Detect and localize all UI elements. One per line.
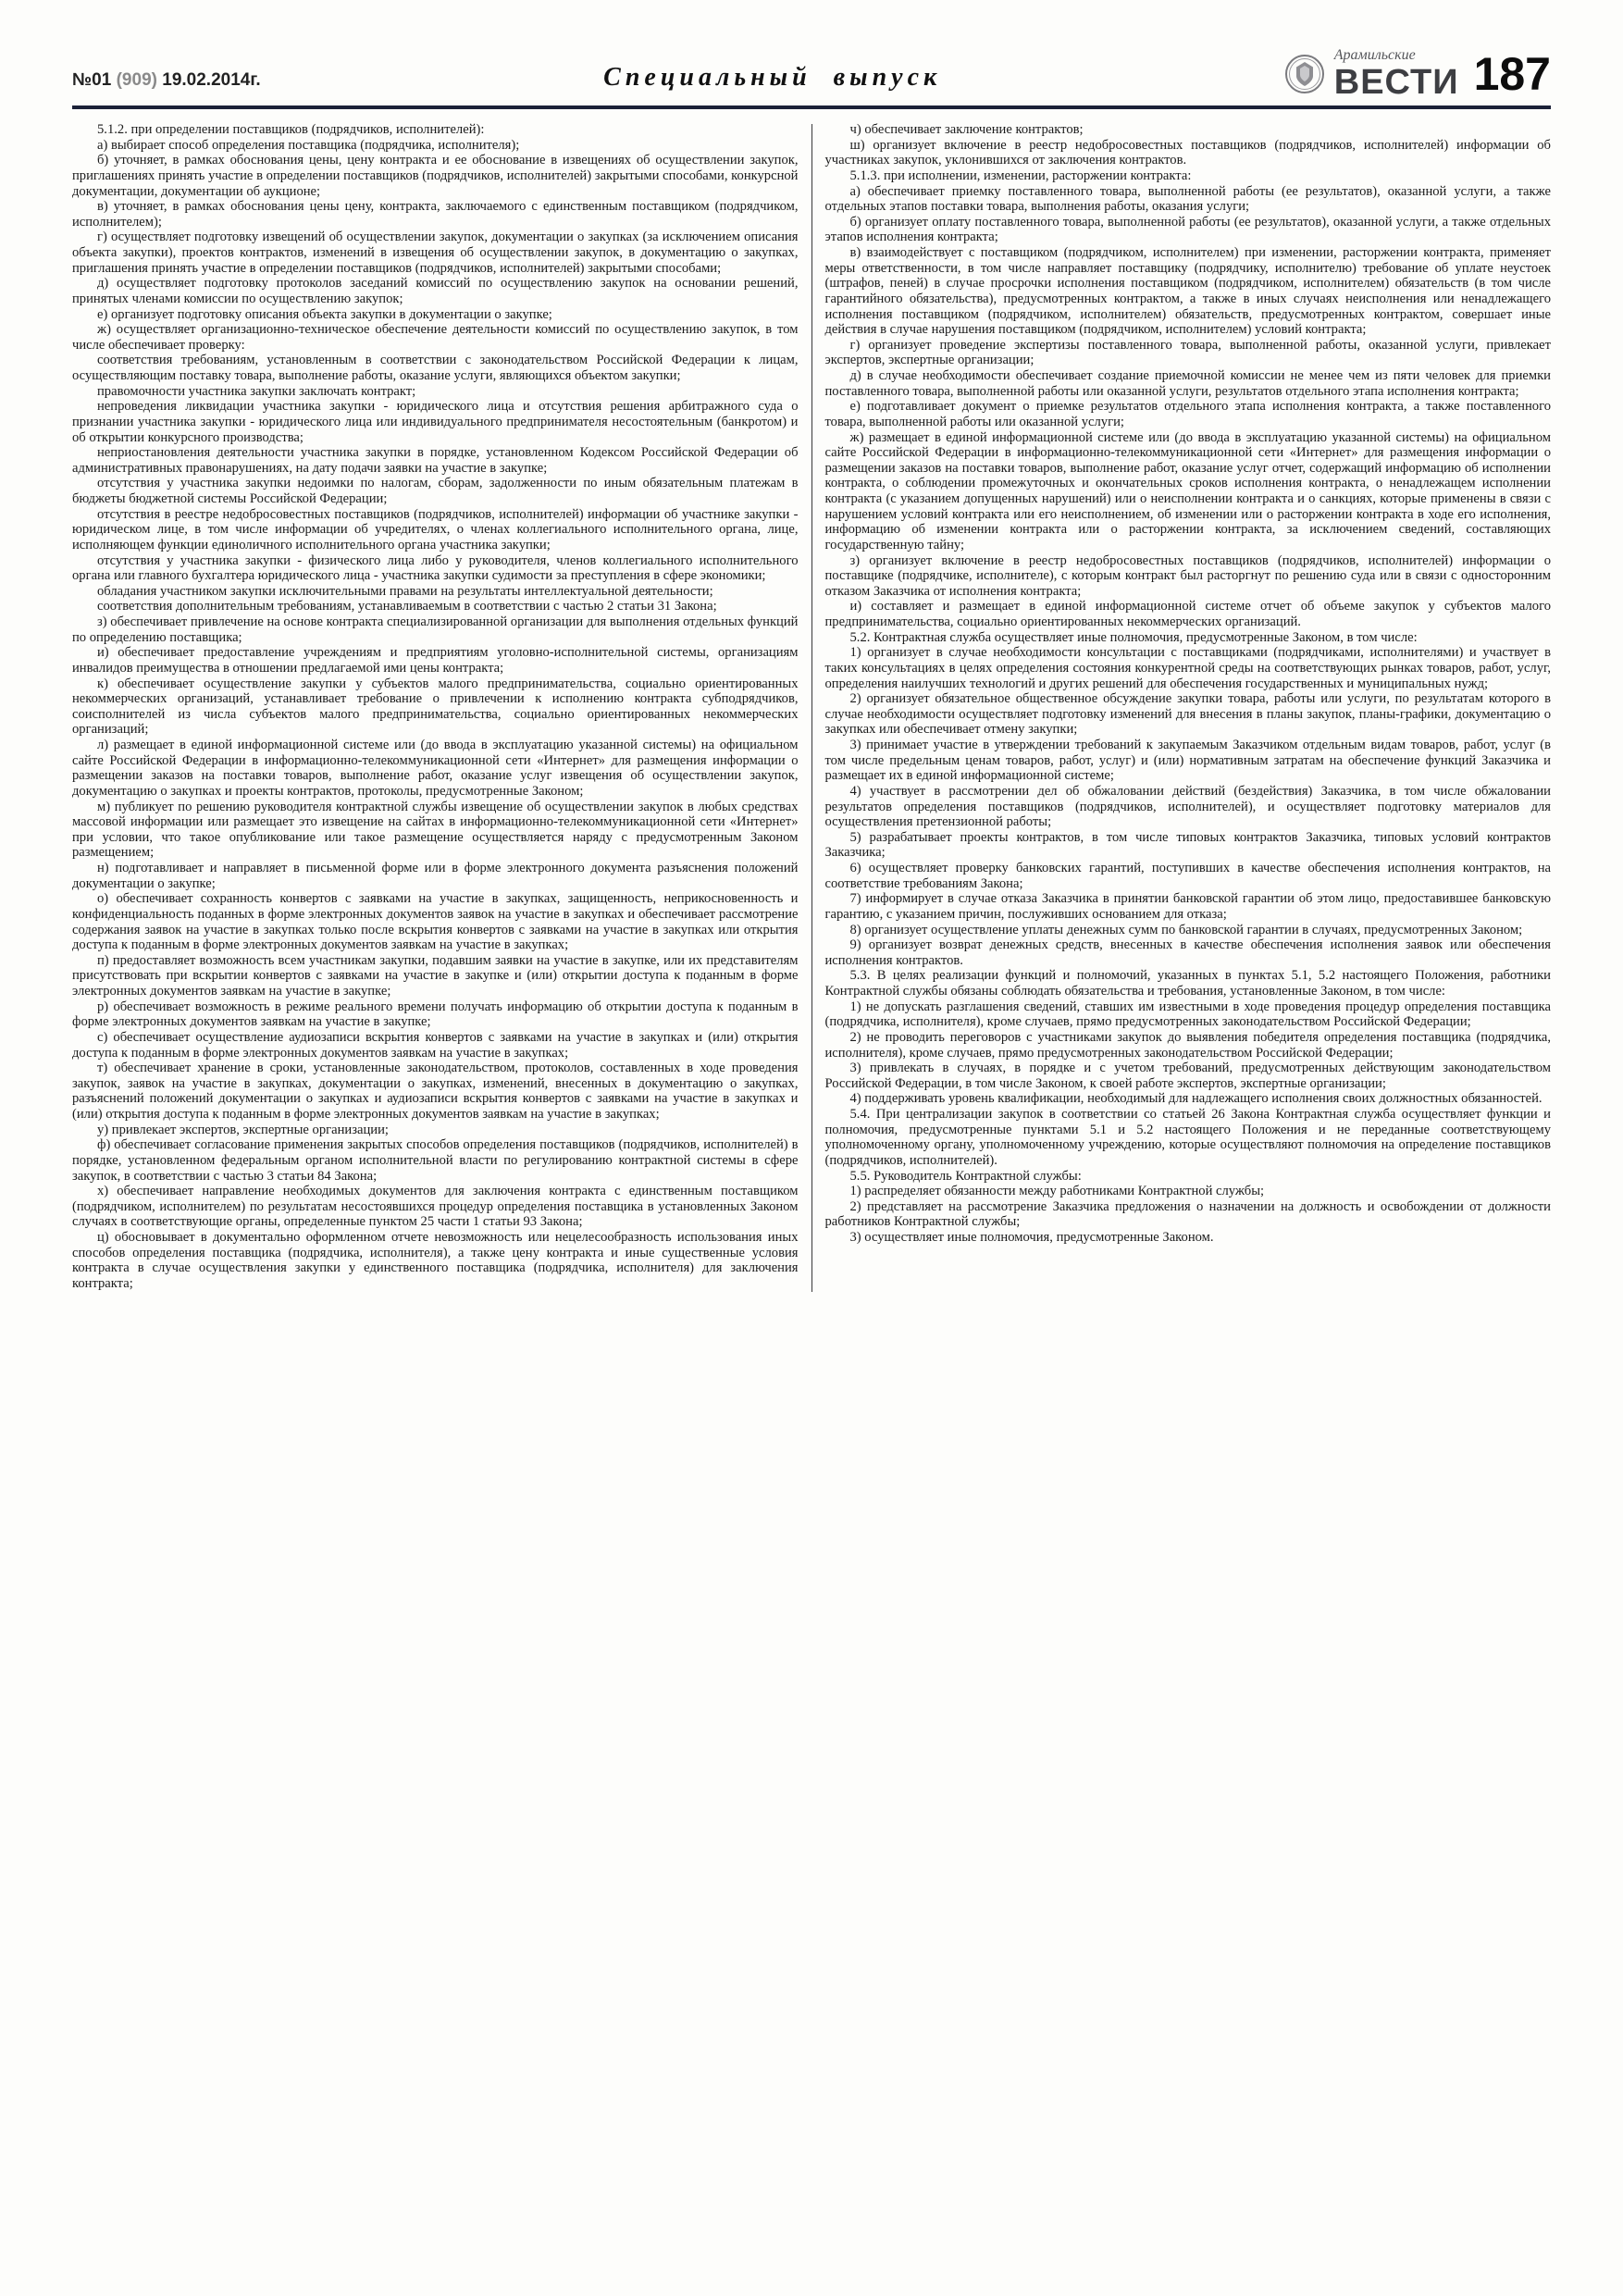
paragraph: неприостановления деятельности участника закупки в порядке, установленном Кодексом Российской Федерации об административных правонарушениях, на дату подачи заявки на участие в закупке; (72, 445, 799, 476)
paragraph: 6) осуществляет проверку банковских гарантий, поступивших в качестве обеспечения исполнения контрактов, на соответствие требованиям Закона; (824, 861, 1551, 891)
paragraph: в) уточняет, в рамках обоснования цены цену, контракта, заключаемого с единственным поставщиком (подрядчиком, исполнителем); (72, 199, 799, 230)
paragraph: ф) обеспечивает согласование применения закрытых способов определения поставщиков (подрядчиков, исполнителей) в порядке, установленном федеральным органом исполнительной власти по регулированию контрактной системы в сфере закупок, в соответствии с частью 3 статьи 84 Закона; (72, 1137, 799, 1184)
paragraph: б) уточняет, в рамках обоснования цены, цену контракта и ее обоснование в извещениях об осуществлении закупок, приглашениях принять участие в определении поставщиков (подрядчиков, исполнителей) закрытыми способами, конкурсной документации, документации об аукционе; (72, 153, 799, 199)
header-rule (72, 105, 1551, 109)
paragraph: 3) привлекать в случаях, в порядке и с учетом требований, предусмотренных действующим законодательством Российской Федерации, в том числе Законом, к своей работе экспертов, экспертные организации; (824, 1061, 1551, 1091)
paragraph: е) подготавливает документ о приемке результатов отдельного этапа исполнения контракта, а также поставленного товара, выполненной работы или оказанной услуги; (824, 399, 1551, 429)
paragraph: отсутствия у участника закупки - физического лица либо у руководителя, членов коллегиального исполнительного органа или главного бухгалтера юридического лица - участника закупки судимости за преступления в сфере экономики; (72, 552, 799, 584)
masthead-title: ВЕСТИ (1333, 63, 1459, 102)
paragraph: 7) информирует в случае отказа Заказчика в принятии банковской гарантии об этом лицо, предоставившее банковскую гарантию, с указанием причин, послуживших основанием для отказа; (824, 891, 1551, 922)
paragraph: 1) организует в случае необходимости консультации с поставщиками (подрядчиками, исполнителями) и участвует в таких консультациях в целях определения состояния конкурентной среды на соответствующих рынках товаров, работ, услуг, определения наилучших технологий и других решений для обеспечения государственных и муниципальных нужд; (824, 645, 1551, 691)
paragraph: х) обеспечивает направление необходимых документов для заключения контракта с единственным поставщиком (подрядчиком, исполнителем) по результатам несостоявшихся процедур определения поставщика в установленных Законом случаях в соответствующие органы, определенные пунктом 25 части 1 статьи 93 Закона; (72, 1184, 799, 1230)
paragraph: з) организует включение в реестр недобросовестных поставщиков (подрядчиков, исполнителей) информации о поставщике (подрядчике, исполнителе), с которым контракт был расторгнут по решению суда или в связи с односторонним отказом Заказчика от исполнения контракта; (824, 552, 1551, 599)
paragraph: а) обеспечивает приемку поставленного товара, выполненной работы (ее результатов), оказанной услуги, а также отдельных этапов поставки товара, выполнения работы, оказания услуги; (824, 183, 1551, 215)
paragraph: обладания участником закупки исключительными правами на результаты интеллектуальной деятельности; (97, 583, 713, 599)
paragraph: з) обеспечивает привлечение на основе контракта специализированной организации для выполнения отдельных функций по определению поставщика; (72, 614, 799, 645)
paragraph: 1) не допускать разглашения сведений, ставших им известными в ходе проведения процедур определения поставщика (подрядчика, исполнителя), кроме случаев, прямо предусмотренных законодательством Российской Федерации; (824, 999, 1551, 1030)
paragraph: в) взаимодействует с поставщиком (подрядчиком, исполнителем) при изменении, расторжении контракта, применяет меры ответственности, в том числе направляет поставщику (подрядчику, исполнителю) требование об уплате неустоек (штрафов, пеней) в случае просрочки исполнения поставщиком (подрядчиком, исполнителем) обязательств (в том числе гарантийного обязательства), предусмотренных контрактом, а также в иных случаях неисполнения или ненадлежащего исполнения поставщиком (подрядчиком, исполнителем) обязательств, предусмотренных контрактом, совершает иные действия в случае нарушения поставщиком (подрядчиком, исполнителем) условий контракта; (824, 245, 1551, 338)
paragraph: 2) организует обязательное общественное обсуждение закупки товара, работы или услуги, по результатам которого в случае необходимости осуществляет подготовку изменений для внесения в планы закупок, планы-графики, документацию о закупках или обеспечивает отмену закупки; (824, 691, 1551, 738)
masthead-city-label: Арамильские (1333, 47, 1416, 63)
paragraph: д) осуществляет подготовку протоколов заседаний комиссий по осуществлению закупок на основании решений, принятых членами комиссии по осуществлению закупок; (72, 276, 799, 306)
paragraph: 5.2. Контрактная служба осуществляет иные полномочия, предусмотренные Законом, в том числе: (849, 629, 1418, 645)
paragraph: с) обеспечивает осуществление аудиозаписи вскрытия конвертов с заявками на участие в закупках и (или) открытия доступа к поданным в форме электронных документов заявкам на участие в закупках; (72, 1029, 799, 1061)
paragraph: 1) распределяет обязанности между работниками Контрактной службы; (849, 1184, 1265, 1199)
issue-serial: (909) (116, 70, 157, 90)
paragraph: 4) участвует в рассмотрении дел об обжаловании действий (бездействия) Заказчика, в том числе обжаловании результатов определения поставщиков (подрядчиков, исполнителей), и осуществляет подготовку материалов для осуществления претензионной работы; (824, 783, 1551, 830)
column-left (72, 122, 799, 1292)
paragraph: 5.5. Руководитель Контрактной службы: (849, 1168, 1082, 1184)
article-body (72, 122, 1551, 1292)
page-number: 187 (1473, 48, 1551, 100)
paragraph: и) обеспечивает предоставление учреждениям и предприятиям уголовно-исполнительной системы, организациям инвалидов преимущества в отношении предлагаемой ими цены контракта; (72, 645, 799, 676)
paragraph: отсутствия в реестре недобросовестных поставщиков (подрядчиков, исполнителей) информации об участнике закупки - юридическом лице, в том числе информации об учредителях, о членах коллегиального исполнительного органа, лице, исполняющем функции единоличного исполнительного органа участника закупки; (72, 506, 799, 552)
issue-number: №01 (72, 70, 112, 90)
paragraph: ш) организует включение в реестр недобросовестных поставщиков (подрядчиков, исполнителей) информации об участниках закупок, уклонившихся от заключения контрактов. (824, 137, 1551, 168)
paragraph: 2) не проводить переговоров с участниками закупок до выявления победителя определения поставщика (подрядчика, исполнителя), кроме случаев, прямо предусмотренных законодательством Российской Федерации; (824, 1029, 1551, 1061)
masthead-title-block (1334, 48, 1459, 100)
paragraph: г) организует проведение экспертизы поставленного товара, выполненной работы, оказанной услуги, привлекает экспертов, экспертные организации; (824, 337, 1551, 368)
paragraph: р) обеспечивает возможность в режиме реального времени получать информацию об открытии доступа к поданным в форме электронных документов заявкам на участие в закупке; (72, 999, 799, 1030)
paragraph: отсутствия у участника закупки недоимки по налогам, сборам, задолженности по иным обязательным платежам в бюджеты бюджетной системы Российской Федерации; (72, 476, 799, 506)
column-right (825, 122, 1552, 1292)
paragraph: к) обеспечивает осуществление закупки у субъектов малого предпринимательства, социально ориентированных некоммерческих организаций, устанавливает требование о привлечении к исполнению контракта субподрядчиков, соисполнителей из числа субъектов малого предпринимательства, социально ориентированных некоммерческих организаций; (72, 676, 799, 738)
paragraph: г) осуществляет подготовку извещений об осуществлении закупок, документации о закупках (за исключением описания объекта закупки), проектов контрактов, изменений в извещения об осуществлении закупок, в документацию о закупках, приглашения принять участие в определении поставщиков (подрядчиков, исполнителей) закрытыми способами; (72, 230, 799, 276)
page-header (72, 48, 1551, 104)
paragraph: 5.1.3. при исполнении, изменении, расторжении контракта: (849, 168, 1192, 183)
paragraph: п) предоставляет возможность всем участникам закупки, подавшим заявки на участие в закупке, или их представителям присутствовать при вскрытии конвертов с заявками на участие в закупке и (или) открытии доступа к поданным в форме электронных документов заявкам на участие в закупке; (72, 952, 799, 999)
paragraph: 8) организует осуществление уплаты денежных сумм по банковской гарантии в случаях, предусмотренных Законом; (849, 922, 1523, 937)
paragraph: правомочности участника закупки заключать контракт; (97, 383, 416, 399)
paragraph: н) подготавливает и направляет в письменной форме или в форме электронного документа разъяснения положений документации о закупке; (72, 861, 799, 891)
paragraph: у) привлекает экспертов, экспертные организации; (97, 1122, 389, 1137)
paragraph: 5.1.2. при определении поставщиков (подрядчиков, исполнителей): (97, 122, 485, 137)
paragraph: 3) принимает участие в утверждении требований к закупаемым Заказчиком отдельным видам товаров, работ, услуг (в том числе предельным ценам товаров, работ, услуг) и (или) нормативным затратам на обеспечение функций Заказчика и размещает их в единой информационной системе; (824, 738, 1551, 784)
paragraph: б) организует оплату поставленного товара, выполненной работы (ее результатов), оказанной услуги, а также отдельных этапов исполнения контракта; (824, 214, 1551, 245)
paragraph: 2) представляет на рассмотрение Заказчика предложения о назначении на должность и освобождении от должности работников Контрактной службы; (824, 1198, 1551, 1230)
paragraph: т) обеспечивает хранение в сроки, установленные законодательством, протоколов, составленных в ходе проведения закупок, заявок на участие в закупках, документации о закупках, изменений, внесенных в документацию о закупках, разъяснений положений документации о закупках и аудиозаписи вскрытия конвертов с заявками на участие в закупках и (или) открытия доступа к поданным в форме электронных документов заявкам на участие в закупках; (72, 1061, 799, 1122)
paragraph: и) составляет и размещает в единой информационной системе отчет об объеме закупок у субъектов малого предпринимательства, социально ориентированных некоммерческих организаций. (824, 599, 1551, 629)
paragraph: соответствия требованиям, установленным в соответствии с законодательством Российской Федерации к лицам, осуществляющим поставку товара, выполнение работы, оказание услуги, являющихся объектом закупки; (72, 353, 799, 383)
paragraph: 5.3. В целях реализации функций и полномочий, указанных в пунктах 5.1, 5.2 настоящего Положения, работники Контрактной службы обязаны соблюдать обязательства и требования, установленные Законом, в том числе: (824, 968, 1551, 999)
paragraph: непроведения ликвидации участника закупки - юридического лица и отсутствия решения арбитражного суда о признании участника закупки - юридического лица или индивидуального предпринимателя несостоятельным (банкротом) и об открытии конкурсного производства; (72, 399, 799, 445)
issue-date: 19.02.2014г. (162, 70, 261, 90)
paragraph: ч) обеспечивает заключение контрактов; (849, 122, 1084, 137)
coat-of-arms-icon (1284, 54, 1325, 94)
paragraph: д) в случае необходимости обеспечивает создание приемочной комиссии не менее чем из пяти человек для приемки поставленного товара, выполненной работы или оказанной услуги, результатов отдельного этапа исполнения контракта; (824, 368, 1551, 399)
paragraph: м) публикует по решению руководителя контрактной службы извещение об осуществлении закупок в любых средствах массовой информации или размещает это извещение на сайтах в информационно-телекоммуникационной сети «Интернет» при условии, что такое опубликование или такое размещение осуществляется наряду с предусмотренным Законом размещением; (72, 799, 799, 861)
paragraph: 4) поддерживать уровень квалификации, необходимый для надлежащего исполнения своих должностных обязанностей. (849, 1091, 1542, 1107)
paragraph: а) выбирает способ определения поставщика (подрядчика, исполнителя); (97, 137, 520, 153)
paragraph: ц) обосновывает в документально оформленном отчете невозможность или нецелесообразность использования иных способов определения поставщика (подрядчика, исполнителя), а также цену контракта и иные существенные условия контракта в случае осуществления закупки у единственного поставщика (подрядчика, исполнителя) для заключения контракта; (72, 1230, 799, 1291)
paragraph: 3) осуществляет иные полномочия, предусмотренные Законом. (849, 1230, 1214, 1245)
section-title: Специальный выпуск (603, 63, 942, 92)
paragraph: соответствия дополнительным требованиям, устанавливаемым в соответствии с частью 2 статьи 31 Закона; (97, 599, 717, 614)
paragraph: ж) размещает в единой информационной системе или (до ввода в эксплуатацию указанной системы) на официальном сайте Российской Федерации в информационно-телекоммуникационной сети «Интернет» для размещения информации о размещении заказов на поставки товаров, выполнение работ, оказание услуг отчет, содержащий информацию об исполнении контракта, о соблюдении промежуточных и окончательных сроков исполнения контракта, о ненадлежащем исполнении контракта (с указанием допущенных нарушений) или о неисполнении контракта и о санкциях, которые применены в связи с нарушением условий контракта или его неисполнением, об изменении или о расторжении контракта в ходе его исполнения, информацию об изменении контракта или о расторжении контракта, за исключением сведений, составляющих государственную тайну; (824, 429, 1551, 552)
masthead (1284, 48, 1551, 100)
paragraph: о) обеспечивает сохранность конвертов с заявками на участие в закупках, защищенность, неприкосновенность и конфиденциальность поданных в форме электронных документов заявок на участие в закупках и обеспечивает рассмотрение содержания заявок на участие в закупках только после вскрытия конвертов с заявками на участие в закупках или открытия доступа к поданным в форме электронных документов заявкам на участие в закупках; (72, 891, 799, 953)
paragraph: л) размещает в единой информационной системе или (до ввода в эксплуатацию указанной системы) на официальном сайте Российской Федерации в информационно-телекоммуникационной сети «Интернет» для размещения информации о размещении заказов на поставки товаров, выполнение работ, оказание услуг извещения об осуществлении закупок, документацию о закупках и проекты контрактов, протоколы, предусмотренные Законом; (72, 738, 799, 799)
paragraph: е) организует подготовку описания объекта закупки в документации о закупке; (97, 306, 552, 322)
paragraph: 9) организует возврат денежных средств, внесенных в качестве обеспечения исполнения заявок или обеспечения исполнения контрактов. (824, 937, 1551, 968)
paragraph: 5.4. При централизации закупок в соответствии со статьей 26 Закона Контрактная служба осуществляет функции и полномочия, предусмотренные пунктами 5.1 и 5.2 настоящего Положения и не переданные соответствующему уполномоченному органу, уполномоченному учреждению, которые осуществляют полномочия на определение поставщиков (подрядчиков, исполнителей). (824, 1107, 1551, 1168)
paragraph: 5) разрабатывает проекты контрактов, в том числе типовых контрактов Заказчика, типовых условий контрактов Заказчика; (824, 829, 1551, 861)
issue-info (72, 70, 261, 100)
paragraph: ж) осуществляет организационно-техническое обеспечение деятельности комиссий по осуществлению закупок, в том числе обеспечивает проверку: (72, 322, 799, 353)
